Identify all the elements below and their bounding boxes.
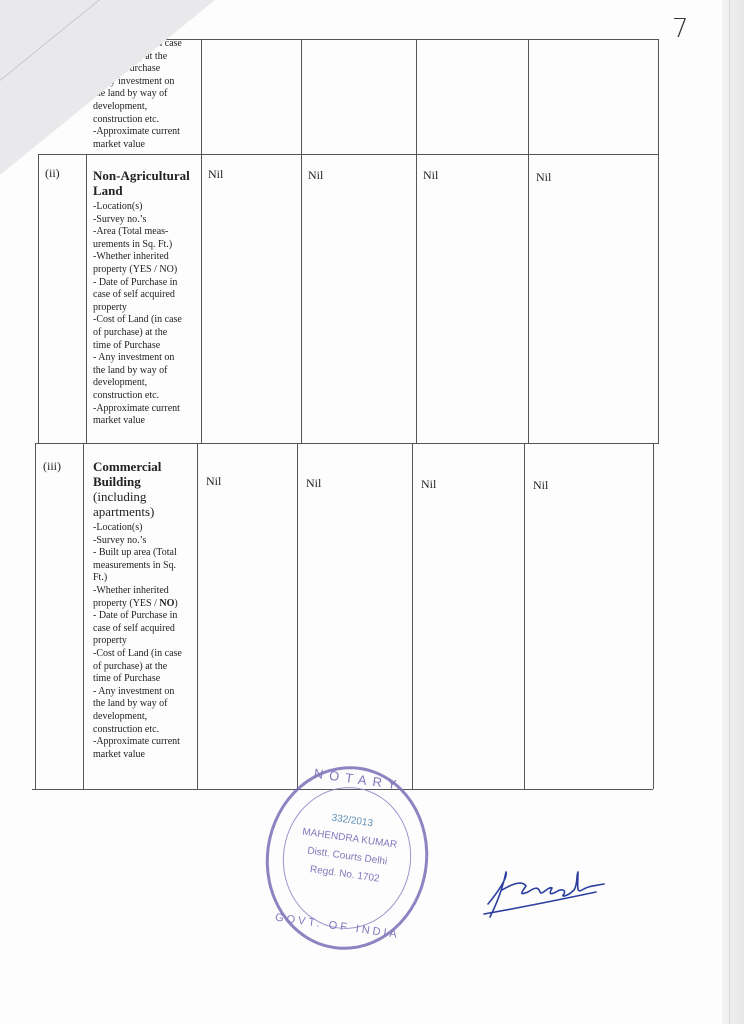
row-divider-iii bbox=[35, 443, 658, 444]
col4-divider-bottom bbox=[524, 443, 525, 789]
detail-line: - Any investment on bbox=[93, 75, 175, 87]
col3-divider-bottom bbox=[412, 443, 413, 789]
detail-line: of purchase) at the bbox=[93, 326, 168, 338]
detail-line: measurements in Sq. bbox=[93, 559, 177, 571]
page-edge-line bbox=[729, 0, 730, 1024]
detail-line: the land by way of bbox=[93, 364, 168, 376]
detail-line: construction etc. bbox=[93, 723, 160, 735]
row-iii-heading: Building bbox=[93, 474, 141, 489]
detail-line: -Whether inherited bbox=[93, 584, 169, 596]
detail-line: market value bbox=[93, 138, 145, 150]
row-iii-heading: Commercial bbox=[93, 459, 162, 474]
notary-stamp bbox=[254, 756, 440, 961]
detail-line: - Date of Purchase in bbox=[93, 276, 178, 288]
row-ii-value: Nil bbox=[308, 168, 324, 182]
row-ii-heading: Land bbox=[93, 183, 123, 198]
page-edge-shadow bbox=[722, 0, 744, 1024]
detail-line: property bbox=[93, 301, 127, 313]
row-ii-serial: (ii) bbox=[45, 166, 60, 180]
row-ii-description bbox=[93, 168, 195, 428]
detail-line: property bbox=[93, 635, 127, 647]
row-iii-subheading: (including bbox=[93, 489, 147, 504]
row-iii-details bbox=[93, 522, 193, 761]
row-iii-value: Nil bbox=[206, 474, 222, 488]
detail-line: Ft.) bbox=[93, 572, 108, 584]
detail-line: market value bbox=[93, 415, 145, 427]
detail-line bbox=[93, 598, 193, 611]
row-ii-value: Nil bbox=[208, 167, 224, 181]
detail-line: case of self acquired bbox=[93, 622, 175, 634]
col3-divider-top bbox=[416, 39, 417, 444]
detail-line: -Survey no.’s bbox=[93, 213, 147, 225]
detail-line: construction etc. bbox=[93, 113, 160, 125]
folded-page-corner bbox=[0, 0, 215, 175]
detail-line: -Area (Total meas- bbox=[93, 226, 169, 238]
detail-line: - Date of Purchase in bbox=[93, 610, 178, 622]
detail-line: -Approximate current bbox=[93, 736, 180, 748]
row-iii-description bbox=[93, 459, 193, 761]
detail-line: urements in Sq. Ft.) bbox=[93, 238, 173, 250]
stamp-top-text: NOTARY bbox=[312, 765, 404, 793]
row-ii-heading: Non-Agricultural bbox=[93, 168, 190, 183]
detail-line: - Any investment on bbox=[93, 685, 175, 697]
row-iii-value: Nil bbox=[421, 477, 437, 491]
stamp-court: Distt. Courts Delhi bbox=[306, 845, 388, 868]
serial-col-divider-iii bbox=[83, 443, 84, 789]
serial-col-divider-ii bbox=[86, 154, 87, 444]
row-ii-details bbox=[93, 201, 195, 428]
detail-line: market value bbox=[93, 748, 145, 760]
table-left-border-iii bbox=[35, 443, 36, 789]
table-left-border-ii bbox=[38, 154, 39, 444]
row-iii-value: Nil bbox=[533, 478, 549, 492]
detail-line: -Cost of Land (in case bbox=[93, 647, 182, 659]
detail-line: - Any investment on bbox=[93, 352, 175, 364]
close-paren: ) bbox=[174, 597, 178, 609]
no-answer: NO bbox=[159, 597, 175, 609]
detail-line: -Approximate current bbox=[93, 402, 180, 414]
handwritten-signature bbox=[478, 862, 608, 922]
table-right-border-top bbox=[658, 39, 659, 444]
detail-line: development, bbox=[93, 100, 148, 112]
yes-no-text: property (YES / bbox=[93, 597, 160, 609]
row-ii-value: Nil bbox=[536, 170, 552, 184]
detail-line: -Location(s) bbox=[93, 201, 143, 212]
detail-line: time of Purchase bbox=[93, 673, 161, 685]
col2-divider-bottom bbox=[297, 443, 298, 789]
detail-line: development, bbox=[93, 377, 148, 389]
detail-line: -Survey no.’s bbox=[93, 534, 147, 546]
detail-line: -Cost of Land (in case bbox=[93, 314, 182, 326]
page-number: 7 bbox=[672, 14, 689, 44]
detail-line: -Location(s) bbox=[93, 522, 143, 533]
detail-line: of purchase) at the bbox=[93, 660, 168, 672]
detail-line: the land by way of bbox=[93, 88, 168, 100]
col4-divider-top bbox=[528, 39, 529, 444]
detail-line: of purchase) at the bbox=[93, 50, 168, 62]
stamp-regd: Regd. No. 1702 bbox=[309, 864, 381, 885]
col2-divider-top bbox=[301, 39, 302, 444]
detail-line: -Whether inherited bbox=[93, 251, 169, 263]
detail-line: the land by way of bbox=[93, 698, 168, 710]
detail-line: property (YES / NO) bbox=[93, 263, 178, 275]
row-iii-value: Nil bbox=[306, 476, 322, 490]
table-right-border-bottom bbox=[653, 443, 654, 789]
stamp-bottom-text: GOVT. OF INDIA bbox=[274, 911, 401, 942]
col1-divider-bottom bbox=[197, 443, 198, 789]
detail-line: time of Purchase bbox=[93, 63, 161, 75]
row-iii-subheading: apartments) bbox=[93, 504, 155, 519]
stamp-reg-number: 332/2013 bbox=[330, 812, 374, 830]
detail-line: -Cost of Land (in case bbox=[93, 38, 182, 49]
detail-line: -Approximate current bbox=[93, 126, 180, 138]
detail-line: time of Purchase bbox=[93, 339, 161, 351]
stamp-name: MAHENDRA KUMAR bbox=[301, 826, 398, 851]
row-iii-serial: (iii) bbox=[43, 459, 61, 473]
row-ii-value: Nil bbox=[423, 168, 439, 182]
detail-line: construction etc. bbox=[93, 389, 160, 401]
detail-line: development, bbox=[93, 710, 148, 722]
detail-line: - Built up area (Total bbox=[93, 547, 177, 559]
detail-line: case of self acquired bbox=[93, 289, 175, 301]
